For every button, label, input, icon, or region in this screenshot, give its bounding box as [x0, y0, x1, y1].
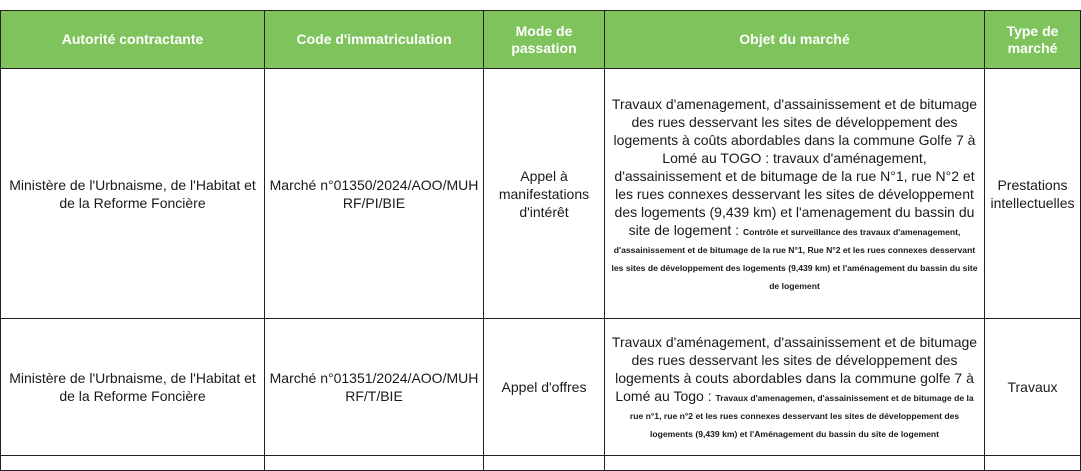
cell-empty [1, 456, 265, 471]
table-row [1, 69, 1081, 319]
cell-code: Marché n°01350/2024/AOO/MUHRF/PI/BIE [265, 69, 484, 319]
header-row [1, 11, 1081, 69]
object-main-text: Travaux d'aménagement, d'assainissement et de bitumage des rues desservant les sites de développement des logements à couts abordables dans la commune golfe 7 à Lomé au Togo : [611, 334, 978, 404]
cell-authority: Ministère de l'Urbnaisme, de l'Habitat et de la Reforme Foncière [1, 69, 265, 319]
object-detail-text: Contrôle et surveillance des travaux d'amenagement, d'assainissement et de bitumage de la rue N°1, Rue N°2 et les rues connexes desservant les sites de développement des logements (9,439 km) et l'aménagement du bassin du site de logement [611, 226, 978, 291]
header-authority: Autorité contractante [1, 11, 265, 69]
cell-empty [985, 456, 1081, 471]
cell-empty [605, 456, 985, 471]
header-object: Objet du marché [605, 11, 985, 69]
cell-mode: Appel d'offres [484, 319, 605, 456]
table-row [1, 319, 1081, 456]
object-main-text: Travaux d'amenagement, d'assainissement et de bitumage des rues desservant les sites de développement des logements à coûts abordables dans la commune Golfe 7 à Lomé au TOGO : travaux d'aménagement, d'assainissement et de bitumage de la rue N°1, rue N°2 et les rues connexes desservant les sites de développement des logements (9,439 km) et l'amenagement du bassin du site de logement : [611, 95, 978, 238]
cell-object [605, 319, 985, 456]
cell-empty [484, 456, 605, 471]
table-row [1, 456, 1081, 471]
header-code: Code d'immatriculation [265, 11, 484, 69]
object-detail-text: Travaux d'amenagemen, d'assainissement et de bitumage de la rue n°1, rue n°2 et les rues connexes desservant les sites de développement des logements (9,439 km) et l'Aménagement du bassin du site de logement [629, 393, 974, 439]
cell-type: Prestations intellectuelles [985, 69, 1081, 319]
cell-empty [265, 456, 484, 471]
cell-authority: Ministère de l'Urbnaisme, de l'Habitat et de la Reforme Foncière [1, 319, 265, 456]
cell-mode: Appel à manifestations d'intérêt [484, 69, 605, 319]
header-mode: Mode de passation [484, 11, 605, 69]
cell-code: Marché n°01351/2024/AOO/MUHRF/T/BIE [265, 319, 484, 456]
header-type: Type de marché [985, 11, 1081, 69]
cell-type: Travaux [985, 319, 1081, 456]
markets-table [0, 10, 1081, 471]
cell-object [605, 69, 985, 319]
